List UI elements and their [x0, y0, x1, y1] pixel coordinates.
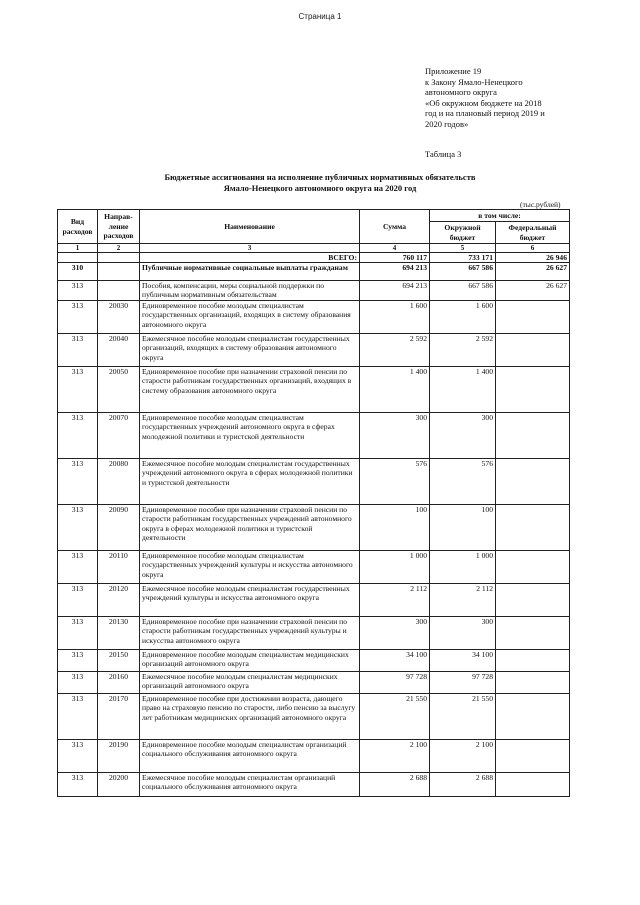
name-cell: Публичные нормативные социальные выплаты гражданам — [140, 263, 360, 281]
expense-type-cell: 310 — [58, 263, 98, 281]
table-row — [58, 773, 570, 797]
direction-cell: 20150 — [98, 650, 140, 672]
column-number-row — [58, 244, 570, 253]
sum-cell: 97 728 — [360, 672, 430, 694]
regional-cell: 300 — [430, 413, 496, 459]
name-cell: Ежемесячное пособие молодым специалистам организаций социального обслуживания автономного округа — [140, 773, 360, 797]
sum-cell: 2 112 — [360, 584, 430, 617]
direction-cell: 20110 — [98, 551, 140, 584]
appendix-line: автономного округа — [425, 87, 497, 97]
direction-cell: 20080 — [98, 459, 140, 505]
column-number: 3 — [140, 244, 360, 253]
expense-type-cell: 313 — [58, 413, 98, 459]
expense-type-cell: 313 — [58, 773, 98, 797]
column-number: 5 — [430, 244, 496, 253]
regional-cell: 1 600 — [430, 301, 496, 334]
direction-cell: 20190 — [98, 740, 140, 773]
regional-cell: 2 592 — [430, 334, 496, 367]
direction-cell: 20030 — [98, 301, 140, 334]
table-row — [58, 281, 570, 301]
table-row — [58, 413, 570, 459]
table-row — [58, 263, 570, 281]
appendix-block — [425, 66, 615, 129]
sum-cell: 694 213 — [360, 281, 430, 301]
regional-cell: 34 100 — [430, 650, 496, 672]
expense-type-cell: 313 — [58, 459, 98, 505]
direction-cell: 20070 — [98, 413, 140, 459]
sum-cell: 2 100 — [360, 740, 430, 773]
federal-cell — [496, 740, 570, 773]
name-cell: Пособия, компенсации, меры социальной поддержки по публичным нормативным обязательствам — [140, 281, 360, 301]
units-label: (тыс.рублей) — [520, 200, 561, 209]
direction-cell: 20170 — [98, 694, 140, 740]
table-body — [58, 263, 570, 797]
expense-type-cell: 313 — [58, 672, 98, 694]
column-number: 6 — [496, 244, 570, 253]
federal-cell — [496, 413, 570, 459]
sum-cell: 34 100 — [360, 650, 430, 672]
title-line-2: Ямало-Ненецкого автономного округа на 2020 год — [223, 183, 417, 193]
name-cell: Ежемесячное пособие молодым специалистам государственных организаций, входящих в систему образования автономного округа — [140, 334, 360, 367]
sum-cell: 1 600 — [360, 301, 430, 334]
federal-cell — [496, 334, 570, 367]
regional-cell: 667 586 — [430, 281, 496, 301]
regional-cell: 2 100 — [430, 740, 496, 773]
name-cell: Единовременное пособие при достижении возраста, дающего право на страховую пенсию по старости, либо пенсию за выслугу лет работникам медицинских организаций автономного округа — [140, 694, 360, 740]
title-line-1: Бюджетные ассигнования на исполнение публичных нормативных обязательств — [164, 172, 476, 182]
federal-cell — [496, 301, 570, 334]
name-cell: Ежемесячное пособие молодым специалистам государственных учреждений автономного округа в сферах молодежной политики и туристской деятельности — [140, 459, 360, 505]
budget-table — [57, 209, 570, 797]
table-label: Таблица 3 — [425, 149, 462, 159]
table-row — [58, 334, 570, 367]
table-row — [58, 551, 570, 584]
expense-type-cell: 313 — [58, 301, 98, 334]
name-cell: Единовременное пособие молодым специалистам организаций социального обслуживания автономного округа — [140, 740, 360, 773]
total-regional: 733 171 — [430, 253, 496, 263]
sum-cell: 300 — [360, 413, 430, 459]
direction-cell — [98, 263, 140, 281]
direction-cell: 20130 — [98, 617, 140, 650]
header-regional-budget: Окружной бюджет — [430, 222, 496, 244]
sum-cell: 1 000 — [360, 551, 430, 584]
federal-cell — [496, 672, 570, 694]
name-cell: Единовременное пособие при назначении страховой пенсии по старости работникам государственных учреждений культуры и искусства автономного округа — [140, 617, 360, 650]
expense-type-cell: 313 — [58, 650, 98, 672]
expense-type-cell: 313 — [58, 367, 98, 413]
federal-cell — [496, 650, 570, 672]
regional-cell: 667 586 — [430, 263, 496, 281]
regional-cell: 1 400 — [430, 367, 496, 413]
sum-cell: 21 550 — [360, 694, 430, 740]
name-cell: Единовременное пособие молодым специалистам государственных учреждений автономного округа в сферах молодежной политики и туристской деятельности — [140, 413, 360, 459]
sum-cell: 576 — [360, 459, 430, 505]
header-sum: Сумма — [360, 210, 430, 244]
document-title — [60, 172, 580, 194]
table-row — [58, 740, 570, 773]
regional-cell: 300 — [430, 617, 496, 650]
regional-cell: 1 000 — [430, 551, 496, 584]
header-direction: Направ-ление расходов — [98, 210, 140, 244]
name-cell: Ежемесячное пособие молодым специалистам медицинских организаций автономного округа — [140, 672, 360, 694]
header-name: Наименование — [140, 210, 360, 244]
name-cell: Единовременное пособие при назначении страховой пенсии по старости работникам государственных организаций, входящих в систему образования автономного округа — [140, 367, 360, 413]
appendix-line: год и на плановый период 2019 и — [425, 108, 545, 118]
federal-cell — [496, 367, 570, 413]
table-row — [58, 672, 570, 694]
direction-cell: 20160 — [98, 672, 140, 694]
direction-cell: 20200 — [98, 773, 140, 797]
table-row — [58, 617, 570, 650]
appendix-line: к Закону Ямало-Ненецкого — [425, 76, 523, 87]
column-number: 2 — [98, 244, 140, 253]
sum-cell: 2 592 — [360, 334, 430, 367]
federal-cell — [496, 694, 570, 740]
sum-cell: 100 — [360, 505, 430, 551]
expense-type-cell: 313 — [58, 740, 98, 773]
table-row — [58, 367, 570, 413]
sum-cell: 300 — [360, 617, 430, 650]
name-cell: Единовременное пособие при назначении страховой пенсии по старости работникам государственных учреждений автономного округа в сферах молодежной политики и туристской деятельности — [140, 505, 360, 551]
federal-cell — [496, 584, 570, 617]
direction-cell: 20040 — [98, 334, 140, 367]
total-row — [58, 253, 570, 263]
table-row — [58, 301, 570, 334]
name-cell: Единовременное пособие молодым специалистам медицинских организаций автономного округа — [140, 650, 360, 672]
total-label: ВСЕГО: — [140, 253, 360, 263]
direction-cell: 20120 — [98, 584, 140, 617]
header-expense-type: Вид расходов — [58, 210, 98, 244]
total-federal: 26 946 — [496, 253, 570, 263]
sum-cell: 2 688 — [360, 773, 430, 797]
sum-cell: 694 213 — [360, 263, 430, 281]
column-number: 1 — [58, 244, 98, 253]
federal-cell — [496, 773, 570, 797]
table-row — [58, 459, 570, 505]
table-row — [58, 650, 570, 672]
expense-type-cell: 313 — [58, 505, 98, 551]
appendix-line: «Об окружном бюджете на 2018 — [425, 97, 542, 108]
header-including: в том числе: — [430, 210, 570, 222]
name-cell: Единовременное пособие молодым специалистам государственных учреждений культуры и искусства автономного округа — [140, 551, 360, 584]
federal-cell — [496, 459, 570, 505]
direction-cell — [98, 281, 140, 301]
sum-cell: 1 400 — [360, 367, 430, 413]
federal-cell: 26 627 — [496, 263, 570, 281]
federal-cell: 26 627 — [496, 281, 570, 301]
header-federal-budget: Федеральный бюджет — [496, 222, 570, 244]
table-row — [58, 694, 570, 740]
total-sum: 760 117 — [360, 253, 430, 263]
expense-type-cell: 313 — [58, 334, 98, 367]
appendix-line: 2020 годов» — [425, 118, 469, 129]
table-row — [58, 584, 570, 617]
regional-cell: 97 728 — [430, 672, 496, 694]
regional-cell: 2 688 — [430, 773, 496, 797]
regional-cell: 100 — [430, 505, 496, 551]
column-number: 4 — [360, 244, 430, 253]
direction-cell: 20050 — [98, 367, 140, 413]
expense-type-cell: 313 — [58, 281, 98, 301]
direction-cell: 20090 — [98, 505, 140, 551]
appendix-line: Приложение 19 — [425, 66, 482, 76]
name-cell: Ежемесячное пособие молодым специалистам государственных учреждений культуры и искусства автономного округа — [140, 584, 360, 617]
expense-type-cell: 313 — [58, 584, 98, 617]
federal-cell — [496, 551, 570, 584]
expense-type-cell: 313 — [58, 617, 98, 650]
federal-cell — [496, 505, 570, 551]
federal-cell — [496, 617, 570, 650]
regional-cell: 2 112 — [430, 584, 496, 617]
regional-cell: 21 550 — [430, 694, 496, 740]
name-cell: Единовременное пособие молодым специалистам государственных организаций, входящих в систему образования автономного округа — [140, 301, 360, 334]
expense-type-cell: 313 — [58, 551, 98, 584]
regional-cell: 576 — [430, 459, 496, 505]
table-row — [58, 505, 570, 551]
expense-type-cell: 313 — [58, 694, 98, 740]
page-header: Страница 1 — [298, 12, 342, 21]
